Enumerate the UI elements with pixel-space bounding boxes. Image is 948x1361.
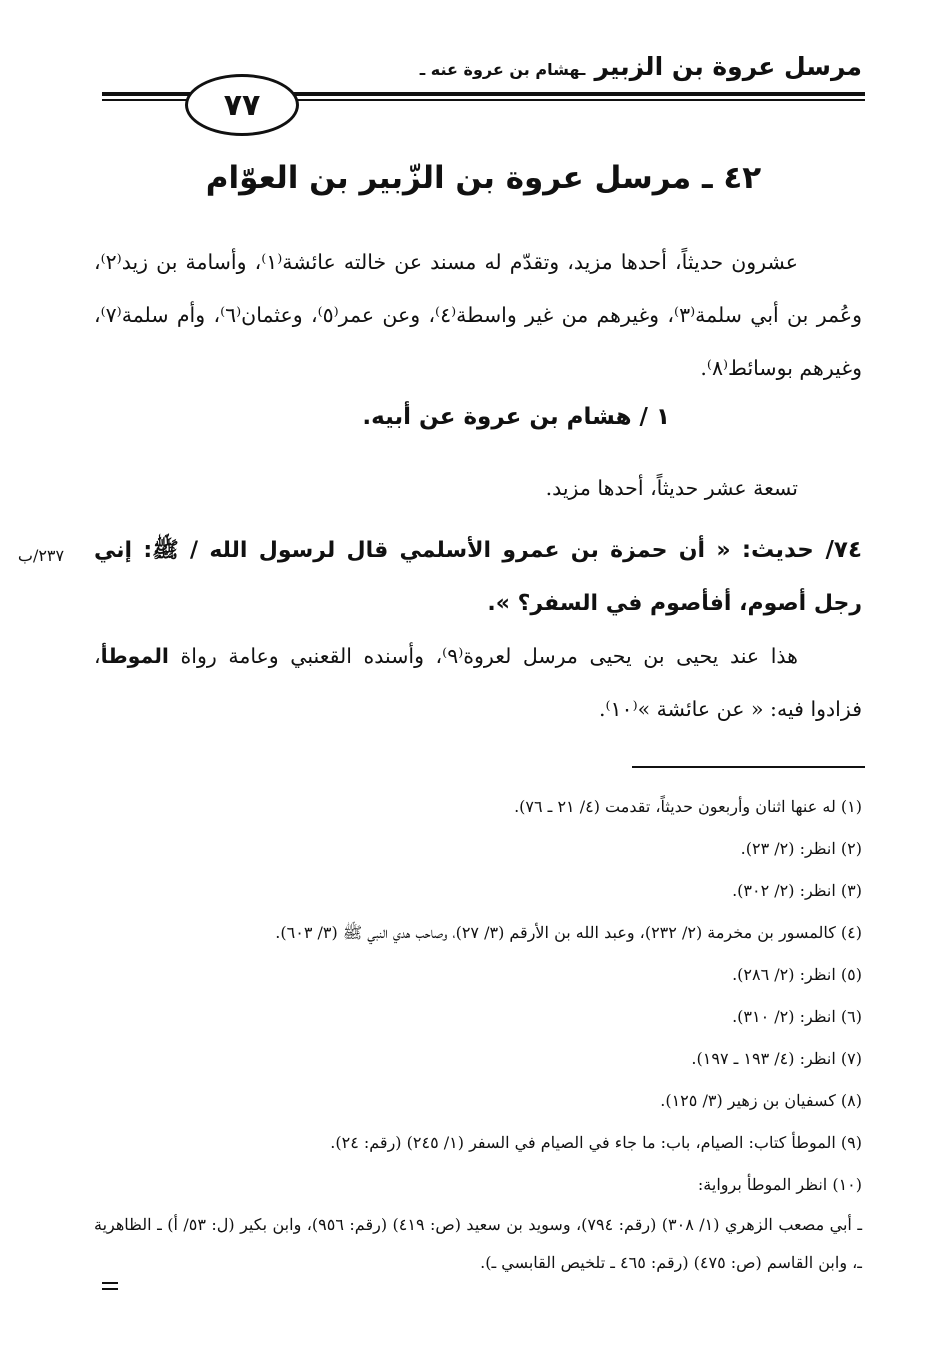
margin-manuscript-note: ٢٣٧/ب xyxy=(17,546,65,565)
page-number: ٧٧ xyxy=(223,87,261,123)
footnotes xyxy=(94,786,863,1272)
continuation-mark-line-top xyxy=(102,1282,118,1284)
footnote-6: (٦) انظر: (٢/ ٣١٠). xyxy=(732,1007,862,1026)
intro-paragraph: عشرون حديثاً، أحدها مزيد، وتقدّم له مسند عن خالته عائشة⁽١⁾، وأسامة بن زيد⁽٢⁾، وعُمر بن أبي سلمة⁽٣⁾، وغيرهم من غير واسطة⁽٤⁾، وعن عمر⁽٥⁾، وعثمان⁽٦⁾، وأم سلمة⁽٧⁾، وغيرهم بوسائط⁽٨⁾. xyxy=(94,250,862,380)
hadith-text: « أن حمزة بن عمرو الأسلمي قال لرسول الله / ﷺ: إني رجل أصوم، أفأصوم في السفر؟ ». xyxy=(94,538,862,616)
commentary-paragraph xyxy=(94,630,862,736)
commentary-bold-term: الموطأ xyxy=(100,644,169,668)
continuation-mark xyxy=(102,1282,118,1294)
chapter-title: ٤٢ ـ مرسل عروة بن الزّبير بن العوّام xyxy=(205,160,762,196)
running-header-title: مرسل عروة بن الزبير xyxy=(594,52,862,81)
section-intro: تسعة عشر حديثاً، أحدها مزيد. xyxy=(545,476,798,500)
footnote-10: (١٠) انظر الموطأ برواية: xyxy=(697,1175,862,1194)
footnote-7: (٧) انظر: (٤/ ١٩٣ ـ ١٩٧). xyxy=(691,1049,862,1068)
footnote-9: (٩) الموطأ كتاب: الصيام، باب: ما جاء في الصيام في السفر (١/ ٢٤٥) (رقم: ٢٤). xyxy=(330,1133,862,1152)
commentary-text: هذا عند يحيى بن يحيى مرسل لعروة⁽٩⁾، وأسنده القعنبي وعامة رواة xyxy=(180,644,798,668)
page-number-badge xyxy=(185,74,299,136)
footnote-5: (٥) انظر: (٢/ ٢٨٦). xyxy=(732,965,862,984)
footnote-separator xyxy=(632,766,865,768)
commentary-text-after: ، فزادوا فيه: « عن عائشة »⁽١٠⁾. xyxy=(94,644,862,721)
hadith-block xyxy=(94,524,862,630)
footnote-4: (٤) كالمسور بن مخرمة (٢/ ٢٣٢)، وعبد الله بن الأرقم (٣/ ٢٧)، وصاحب هدي النبي ﷺ (٣/ ٦٠٣). xyxy=(275,923,862,942)
footnote-1: (١) له عنها اثنان وأربعون حديثاً، تقدمت (٤/ ٢١ ـ ٧٦). xyxy=(514,797,862,816)
continuation-mark-line-bottom xyxy=(102,1288,118,1290)
section-heading: ١ / هشام بن عروة عن أبيه. xyxy=(362,404,670,430)
footnote-3: (٣) انظر: (٢/ ٣٠٢). xyxy=(732,881,862,900)
hadith-label: ٧٤/ حديث: xyxy=(741,537,862,563)
running-header-subtitle: ـهشام بن عروة عنه ـ xyxy=(419,60,586,79)
footnote-8: (٨) كسفيان بن زهير (٣/ ١٢٥). xyxy=(660,1091,862,1110)
footnote-2: (٢) انظر: (٢/ ٢٣). xyxy=(740,839,862,858)
footnote-10-continuation: ـ أبي مصعب الزهري (١/ ٣٠٨) (رقم: ٧٩٤)، وسويد بن سعيد (ص: ٤١٩) (رقم: ٩٥٦)، وابن بكير (ل: ٥٣/ أ) ـ الظاهرية ـ، وابن القاسم (ص: ٤٧٥) (رقم: ٤٦٥ ـ تلخيص القابسي ـ). xyxy=(94,1215,863,1272)
